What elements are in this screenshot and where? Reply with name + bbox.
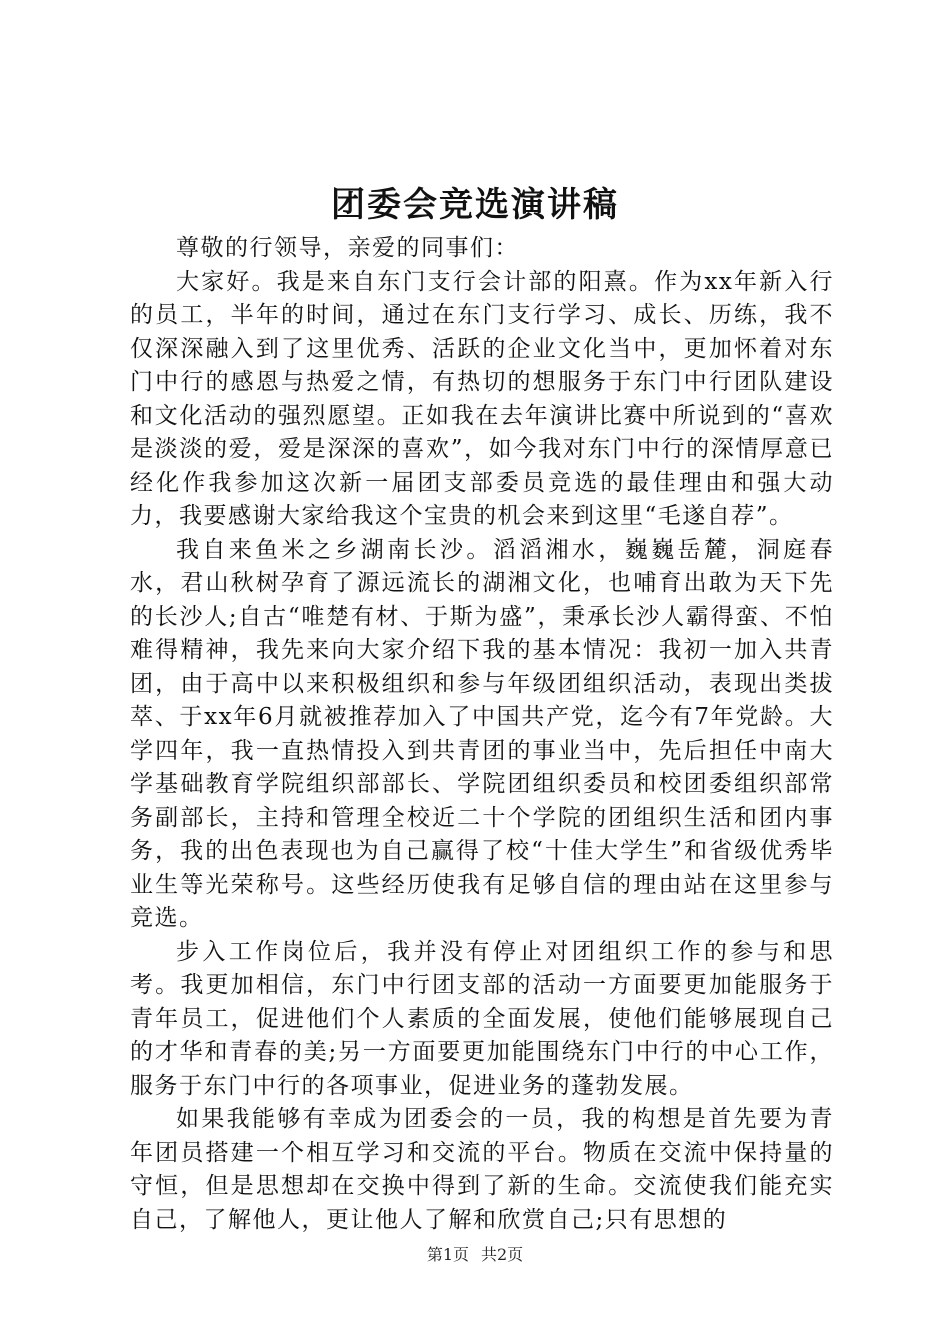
plan-paragraph: 如果我能够有幸成为团委会的一员，我的构想是首先要为青年团员搭建一个相互学习和交流的平台。物质在交流中保持量的守恒，但是思想却在交换中得到了新的生命。交流使我们能充实自己，了解他人，更让他人了解和欣赏自己;只有思想的 (130, 1106, 834, 1233)
salutation-paragraph: 尊敬的行领导，亲爱的同事们： (176, 235, 519, 261)
document-title: 团委会竞选演讲稿 (331, 185, 619, 225)
page-total: 共2页 (481, 1245, 524, 1264)
document-body (130, 232, 834, 1237)
page-footer (0, 1244, 950, 1266)
page-number: 第1页 (426, 1245, 469, 1264)
work-paragraph: 步入工作岗位后，我并没有停止对团组织工作的参与和思考。我更加相信，东门中行团支部的活动一方面要更加能服务于青年员工，促进他们个人素质的全面发展，使他们能够展现自己的才华和青春的美;另一方面要更加能围绕东门中行的中心工作，服务于东门中行的各项事业，促进业务的蓬勃发展。 (130, 938, 834, 1099)
intro-paragraph: 大家好。我是来自东门支行会计部的阳熹。作为xx年新入行的员工，半年的时间，通过在东门支行学习、成长、历练，我不仅深深融入到了这里优秀、活跃的企业文化当中，更加怀着对东门中行的感恩与热爱之情，有热切的想服务于东门中行团队建设和文化活动的强烈愿望。正如我在去年演讲比赛中所说到的“喜欢是淡淡的爱，爱是深深的喜欢”，如今我对东门中行的深情厚意已经化作我参加这次新一届团支部委员竞选的最佳理由和强大动力，我要感谢大家给我这个宝贵的机会来到这里“毛遂自荐”。 (130, 268, 834, 529)
background-paragraph: 我自来鱼米之乡湖南长沙。滔滔湘水，巍巍岳麓，洞庭春水，君山秋树孕育了源远流长的湖湘文化，也哺育出敢为天下先的长沙人;自古“唯楚有材、于斯为盛”，秉承长沙人霸得蛮、不怕难得精神，我先来向大家介绍下我的基本情况：我初一加入共青团，由于高中以来积极组织和参与年级团组织活动，表现出类拔萃、于xx年6月就被推荐加入了中国共产党，迄今有7年党龄。大学四年，我一直热情投入到共青团的事业当中，先后担任中南大学基础教育学院组织部部长、学院团组织委员和校团委组织部常务副部长，主持和管理全校近二十个学院的团组织生活和团内事务，我的出色表现也为自己赢得了校“十佳大学生”和省级优秀毕业生等光荣称号。这些经历使我有足够自信的理由站在这里参与竞选。 (130, 536, 834, 931)
